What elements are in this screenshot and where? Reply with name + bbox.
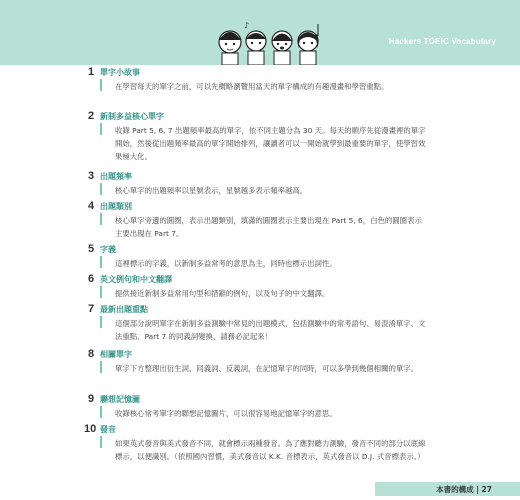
item-description: 收錄核心常考單字的聯想記憶圖片，可以很容易地記憶單字的意思。 xyxy=(115,409,337,418)
item-number: 10 xyxy=(84,423,97,435)
item-number: 5 xyxy=(88,243,95,255)
character-4-icon xyxy=(298,24,318,65)
item-description: 這裡標示的字義，以新制多益常考的意思為主，同時也標示出詞性。 xyxy=(115,259,337,268)
item-title: 出題頻率 xyxy=(100,172,132,181)
item-accent-bar xyxy=(100,183,102,195)
page-footer-band xyxy=(375,482,520,496)
item-accent-bar xyxy=(100,286,102,298)
item-number: 3 xyxy=(88,170,95,182)
item-description: 提供接近新制多益常用句型和措辭的例句，以及句子的中文翻譯。 xyxy=(115,289,330,298)
item-title: 單字小故事 xyxy=(100,68,140,77)
item-title: 發音 xyxy=(100,425,116,434)
item-number: 7 xyxy=(88,303,95,315)
item-number: 4 xyxy=(88,200,95,212)
item-description: 在學習每天的單字之前，可以先概略瀏覽用當天的單字構成的有趣漫畫和學習重點。 xyxy=(115,82,389,91)
character-1-icon xyxy=(219,31,241,65)
item-description: 這個部分說明單字在新制多益測驗中常見的出題模式，包括測驗中的常考語句、易混淆單字、文法重點、Part 7 的同義詞變換，請務必記起來！ xyxy=(115,319,426,341)
item-description: 核心單字的出題頻率以星號表示，星號越多表示頻率越高。 xyxy=(115,186,308,195)
item-accent-bar xyxy=(100,123,102,135)
item-title: 新制多益核心單字 xyxy=(100,112,164,121)
item-accent-bar xyxy=(100,361,102,373)
item-accent-bar xyxy=(100,316,102,328)
item-number: 1 xyxy=(88,66,95,78)
item-accent-bar xyxy=(100,213,102,225)
item-accent-bar xyxy=(100,406,102,418)
item-number: 9 xyxy=(88,393,95,405)
item-accent-bar xyxy=(100,79,102,91)
item-description: 如果英式發音與美式發音不同，就會標示兩種發音。為了應對聽力測驗，發音不同的部分以底線標示，以便識別。（依照國內習慣，美式發音以 K.K. 音標表示，英式發音以 D.J. 式音標表示。） xyxy=(115,439,426,461)
item-number: 6 xyxy=(88,273,95,285)
character-2-icon xyxy=(244,21,266,65)
item-description: 收錄 Part 5, 6, 7 出題頻率最高的單字，依不同主題分為 30 天。每天的順序先從漫畫裡的單字開始，然後從出題頻率最高的單字開始排列，讓讀者可以一開始就學到最重要的單字，使學習效果極大化。 xyxy=(115,126,426,161)
item-number: 8 xyxy=(88,348,95,360)
page-number-label: 本書的構成 | 27 xyxy=(436,485,492,494)
item-title: 相關單字 xyxy=(100,350,132,359)
character-3-icon xyxy=(272,31,292,65)
item-description: 核心單字旁邊的圓圈，表示出題類別，填滿的圓圈表示主要出現在 Part 5, 6，白色的圓圈表示主要出現在 Part 7。 xyxy=(115,216,422,238)
item-accent-bar xyxy=(100,436,102,448)
item-number: 2 xyxy=(88,110,95,122)
item-title: 字義 xyxy=(100,245,116,254)
item-title: 英文例句和中文翻譯 xyxy=(100,275,172,284)
item-title: 最新出題重點 xyxy=(100,305,148,314)
item-description: 單字下方整理出衍生詞、同義詞、反義詞，在記憶單字的同時，可以多學到幾個相關的單字。 xyxy=(115,364,419,373)
item-title: 聯想記憶圖 xyxy=(100,395,140,404)
book-title: Hackers TOEIC Vocabulary xyxy=(388,37,496,46)
cartoon-characters-illustration xyxy=(212,14,332,65)
item-title: 出題類別 xyxy=(100,202,132,211)
svg-text:♪: ♪ xyxy=(244,21,250,30)
page-header-band xyxy=(0,0,520,65)
item-accent-bar xyxy=(100,256,102,268)
